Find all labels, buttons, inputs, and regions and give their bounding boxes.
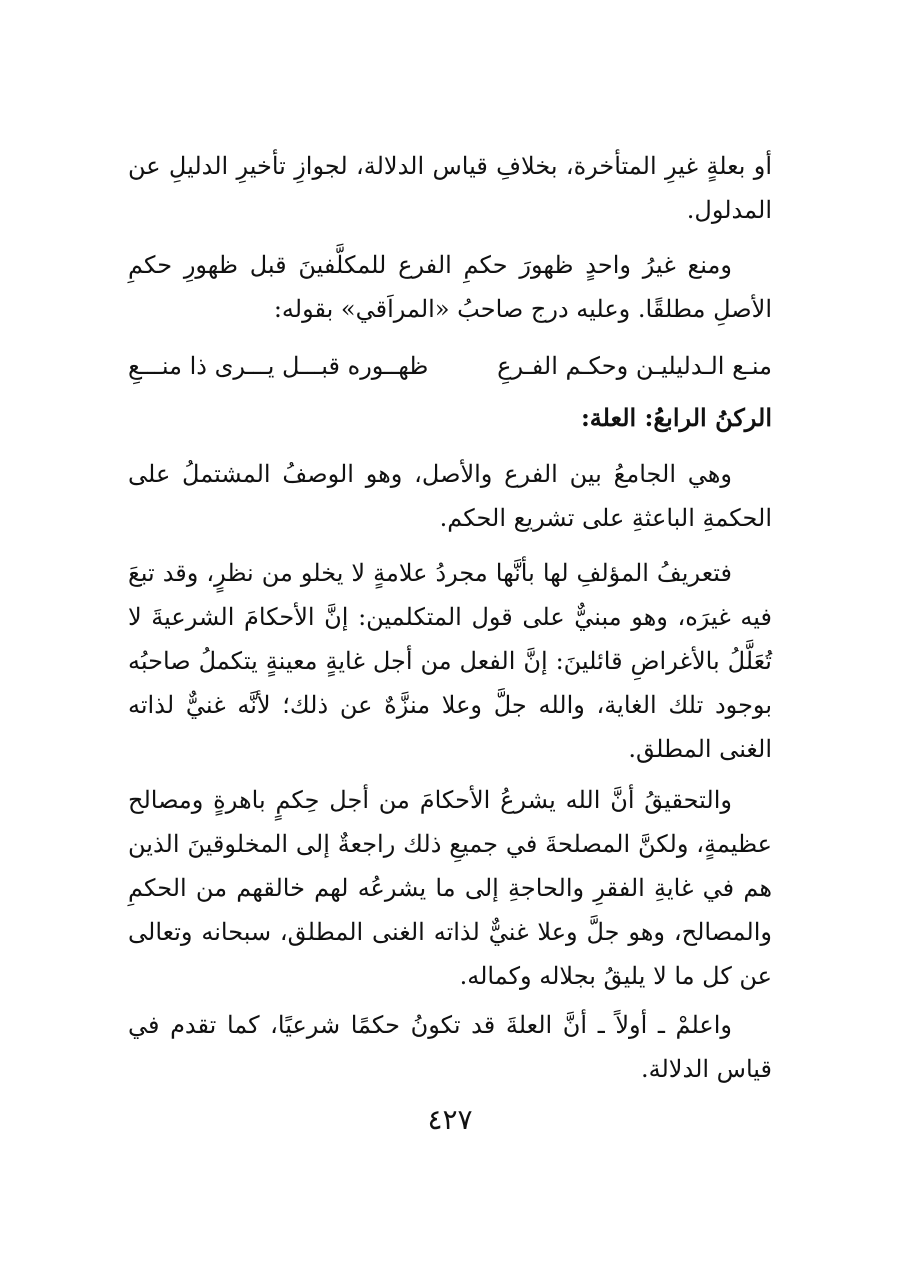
paragraph-block-1 xyxy=(128,144,772,232)
paragraph-5: والتحقيقُ أنَّ الله يشرعُ الأحكامَ من أجل حِكمٍ باهرةٍ ومصالح عظيمةٍ، ولكنَّ المصلحةَ في جميعِ ذلك راجعةٌ إلى المخلوقينَ الذين هم في غايةِ الفقرِ والحاجةِ إلى ما يشرعُه لهم خالقهم من الحكمِ والمصالح، وهو جلَّ وعلا غنيٌّ لذاته الغنى المطلق، سبحانه وتعالى عن كل ما لا يليقُ بجلاله وكماله. xyxy=(128,786,772,990)
paragraph-block-4 xyxy=(128,551,772,771)
paragraph-3: وهي الجامعُ بين الفرع والأصل، وهو الوصفُ المشتملُ على الحكمةِ الباعثةِ على تشريع الحكم. xyxy=(128,460,772,532)
poetry-verse xyxy=(128,344,772,388)
paragraph-2: ومنع غيرُ واحدٍ ظهورَ حكمِ الفرع للمكلَّفينَ قبل ظهورِ حكمِ الأصلِ مطلقًا. وعليه درج صاحبُ «المراَقي» بقوله: xyxy=(128,251,772,323)
paragraph-block-6 xyxy=(128,1003,772,1091)
paragraph-block-5 xyxy=(128,778,772,998)
paragraph-6: واعلمْ ـ أولاً ـ أنَّ العلةَ قد تكونُ حكمًا شرعيًا، كما تقدم في قياس الدلالة. xyxy=(128,1011,772,1083)
verse-first-hemistich: منـع الـدليليـن وحكـم الفـرعِ xyxy=(497,352,772,380)
paragraph-4: فتعريفُ المؤلفِ لها بأنَّها مجردُ علامةٍ لا يخلو من نظرٍ، وقد تبعَ فيه غيرَه، وهو مبنيٌّ على قول المتكلمين: إنَّ الأحكامَ الشرعيةَ لا تُعَلَّلُ بالأغراضِ قائلينَ: إنَّ الفعل من أجل غايةٍ معينةٍ يتكملُ صاحبُه بوجود تلك الغاية، والله جلَّ وعلا منزَّهٌ عن ذلك؛ لأنَّه غنيٌّ لذاته الغنى المطلق. xyxy=(128,559,772,763)
page-number: ٤٢٧ xyxy=(427,1103,473,1136)
paragraph-block-2 xyxy=(128,243,772,331)
paragraph-block-3 xyxy=(128,452,772,540)
verse-second-hemistich: ظهــوره قبـــل يـــرى ذا منـــعِ xyxy=(128,352,429,380)
section-heading: الركنُ الرابعُ: العلة: xyxy=(580,403,772,432)
paragraph-1: أو بعلةٍ غيرِ المتأخرة، بخلافِ قياس الدلالة، لجوازِ تأخيرِ الدليلِ عن المدلول. xyxy=(128,152,772,224)
